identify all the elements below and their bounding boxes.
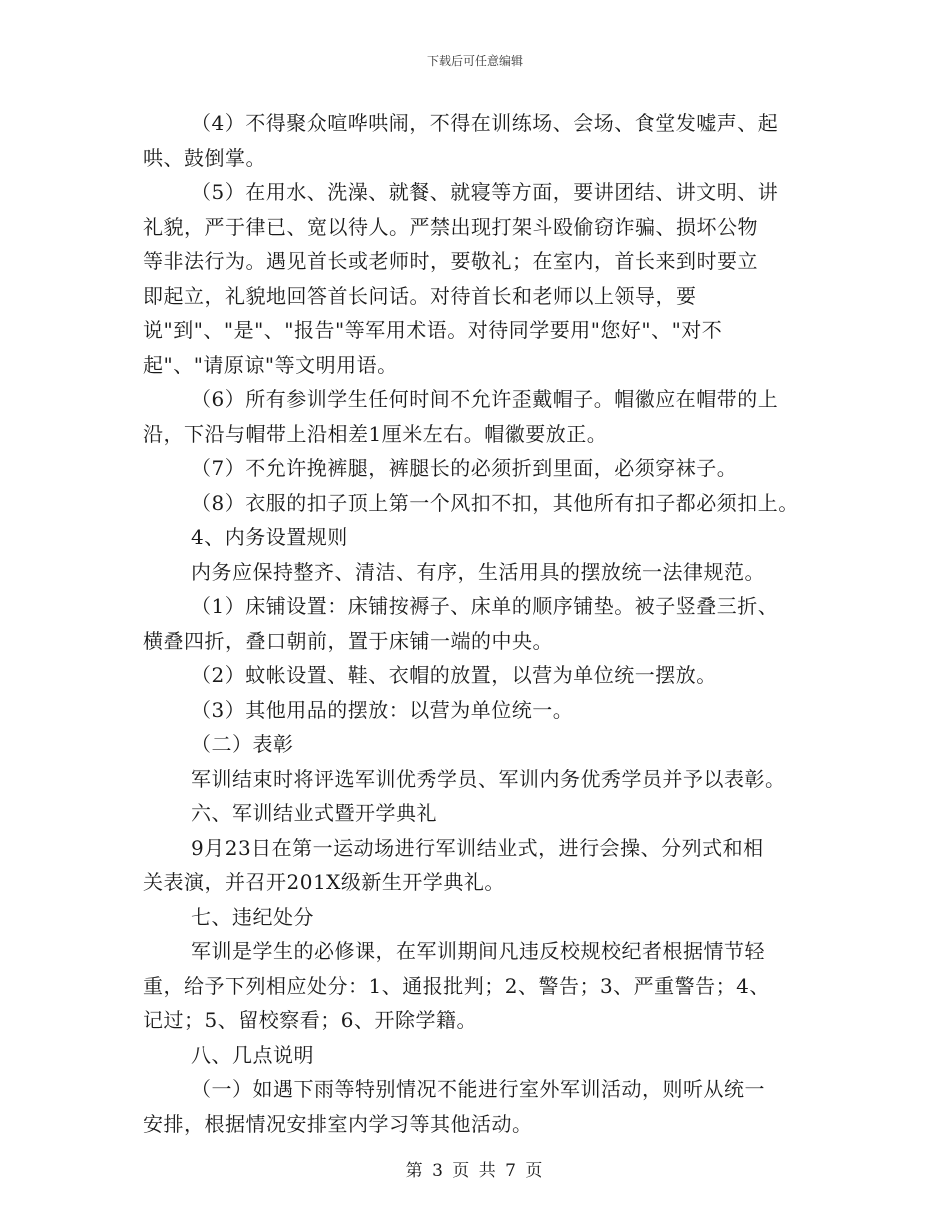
text-line: 礼貌，严于律已、宽以待人。严禁出现打架斗殴偷窃诈骗、损坏公物 [143,214,758,239]
text-line: 哄、鼓倒掌。 [143,145,266,170]
text-line: 横叠四折，叠口朝前，置于床铺一端的中央。 [143,628,553,653]
text-line: 军训是学生的必修课，在军训期间凡违反校规校纪者根据情节轻 [191,939,765,963]
text-line: 军训结束时将评选军训优秀学员、军训内务优秀学员并予以表彰。 [191,766,786,791]
document-body [143,106,823,1141]
text-line: 等非法行为。遇见首长或老师时，要敬礼；在室内，首长来到时要立 [143,249,758,273]
section-heading: 八、几点说明 [191,1042,314,1067]
text-line: （4）不得聚众喧哗哄闹，不得在训练场、会场、食堂发嘘声、起 [191,111,779,135]
text-line: 重，给予下列相应处分：1、通报批判；2、警告；3、严重警告；4、 [143,973,770,998]
text-line: 起"、"请原谅"等文明用语。 [143,352,398,377]
page-footer: 第 3 页 共 7 页 [405,1161,545,1181]
text-line: 沿，下沿与帽带上沿相差1厘米左右。帽徽要放正。 [143,421,608,446]
text-line: 内务应保持整齐、清洁、有序，生活用具的摆放统一法律规范。 [191,559,765,584]
page-header: 下载后可任意编辑 [426,54,523,68]
section-heading: 七、违纪处分 [191,904,314,929]
text-line: 9月23日在第一运动场进行军训结业式，进行会操、分列式和相 [191,835,764,860]
text-line: 安排，根据情况安排室内学习等其他活动。 [143,1111,533,1136]
text-line: （一）如遇下雨等特别情况不能进行室外军训活动，则听从统一 [191,1077,765,1101]
section-heading: 六、军训结业式暨开学典礼 [191,801,437,825]
text-line: 即起立，礼貌地回答首长问话。对待首长和老师以上领导，要 [143,283,697,308]
text-line: （8）衣服的扣子顶上第一个风扣不扣，其他所有扣子都必须扣上。 [191,490,799,515]
text-line: （3）其他用品的摆放：以营为单位统一。 [191,697,574,722]
text-line: （2）蚊帐设置、鞋、衣帽的放置，以营为单位统一摆放。 [191,663,717,687]
text-line: （1）床铺设置：床铺按褥子、床单的顺序铺垫。被子竖叠三折、 [191,594,779,618]
text-line: 记过；5、留校察看；6、开除学籍。 [143,1008,477,1032]
section-heading: （二）表彰 [191,732,294,756]
text-line: （6）所有参训学生任何时间不允许歪戴帽子。帽徽应在帽带的上 [191,387,779,411]
text-line: 说"到"、"是"、"报告"等军用术语。对待同学要用"您好"、"对不 [143,318,723,342]
section-heading: 4、内务设置规则 [191,525,348,549]
text-line: 关表演，并召开201X级新生开学典礼。 [143,870,505,894]
text-line: （7）不允许挽裤腿，裤腿长的必须折到里面，必须穿袜子。 [191,456,738,480]
text-line: （5）在用水、洗澡、就餐、就寝等方面，要讲团结、讲文明、讲 [191,180,779,204]
